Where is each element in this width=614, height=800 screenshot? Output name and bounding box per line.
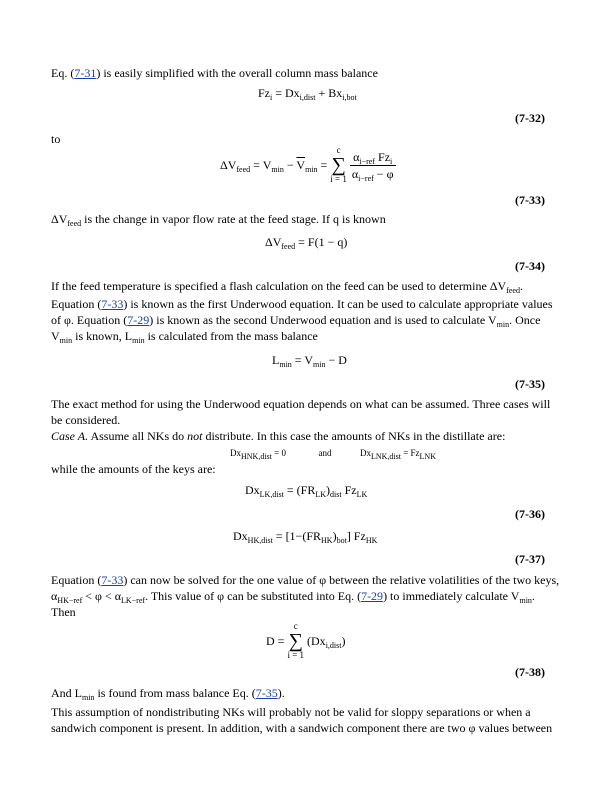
equation-number: (7-37): [515, 552, 545, 566]
equation-7-33: $\Delta V_{feed} = V_{min} - \overline{V}_{min}$ = c ∑ i = 1 $\frac{\alpha_{i-ref} Fz_i}{\alpha_{i-ref} - \varphi}$: [220, 145, 394, 184]
paragraph-underwood: If the feed temperature is specified a flash calculation on the feed can be used to determine $\Delta V_{feed}$.: [51, 279, 523, 295]
equation-7-36: $Dx_{LK,dist} = (FR_{LK})_{dist}$ $Fz_{LK}$: [245, 483, 368, 499]
equation-number: (7-36): [515, 507, 545, 521]
equation-7-34: $\Delta V_{feed} = F(1 - q)$: [265, 235, 348, 251]
eq-link-7-31[interactable]: 7-31: [74, 66, 97, 80]
paragraph-delta-v: $\Delta V_{feed}$ is the change in vapor flow rate at the feed stage. If q is known: [51, 212, 386, 228]
equation-number: (7-35): [515, 377, 545, 391]
summation-symbol: c ∑ i = 1: [330, 145, 347, 184]
paragraph-cases: The exact method for using the Underwood equation depends on what can be assumed. Three cases will be considered.: [51, 397, 551, 427]
equation-number: (7-34): [515, 259, 545, 273]
equation-number: (7-33): [515, 193, 545, 207]
equation-7-32: $Fz_i = Dx_{i,dist} + Bx_{i,bot}$: [258, 86, 357, 102]
equation-7-38: D = c ∑ i = 1 $(Dx_{i,dist})$: [266, 621, 346, 660]
eq-link-7-33[interactable]: 7-33: [101, 573, 124, 587]
paragraph-keys: while the amounts of the keys are:: [51, 462, 216, 476]
summation-symbol: c ∑ i = 1: [287, 621, 305, 660]
paragraph-underwood-equations: Equation (7-33) is known as the first Underwood equation. It can be used to calculate appropriate values of φ. Equation (7-29) is known as the second Underwood equation and is used to calculate $V_{min}$. Once $V_{min}$ is known, $L_{min}$ is calculated from the mass balance: [51, 297, 553, 345]
paragraph-intro: Eq. (7-31) is easily simplified with the overall column mass balance: [51, 66, 378, 80]
eq-link-7-35[interactable]: 7-35: [255, 686, 278, 700]
equation-7-37: $Dx_{HK,dist} = [1-(FR_{HK})_{bot}]$ $Fz_{HK}$: [233, 529, 378, 545]
fraction: $\frac{\alpha_{i-ref} Fz_i}{\alpha_{i-ref} - \varphi}$: [351, 149, 394, 183]
equation-number: (7-38): [515, 665, 545, 679]
paragraph-lmin: And $L_{min}$ is found from mass balance Eq. (7-35).: [51, 686, 285, 702]
eq-link-7-29[interactable]: 7-29: [127, 313, 150, 327]
paragraph-sloppy-separations: This assumption of nondistributing NKs will probably not be valid for sloppy separations or when a sandwich component is present. In addition, with a sandwich component there are two φ values between: [51, 705, 553, 735]
eq-link-7-33[interactable]: 7-33: [101, 297, 124, 311]
equation-nk-amounts: $Dx_{HNK,dist} = 0$ and $Dx_{LNK,dist} = Fz_{LNK}$: [230, 448, 436, 461]
paragraph-solve-phi: Equation (7-33) can now be solved for the one value of φ between the relative volatilities of the two keys, $\alpha_{HK-ref} < \varphi < \alpha_{LK-ref}$. This value of φ can be substituted into Eq. (7-29) to immediately calculate $V_{min}$. Then: [51, 573, 560, 619]
equation-7-35: $L_{min} = V_{min} - D$: [272, 353, 347, 369]
paragraph-to: to: [51, 132, 61, 146]
equation-number: (7-32): [515, 111, 545, 125]
eq-link-7-29[interactable]: 7-29: [361, 589, 384, 603]
paragraph-case-a: Case A. Assume all NKs do not distribute. In this case the amounts of NKs in the distillate are:: [51, 429, 506, 443]
